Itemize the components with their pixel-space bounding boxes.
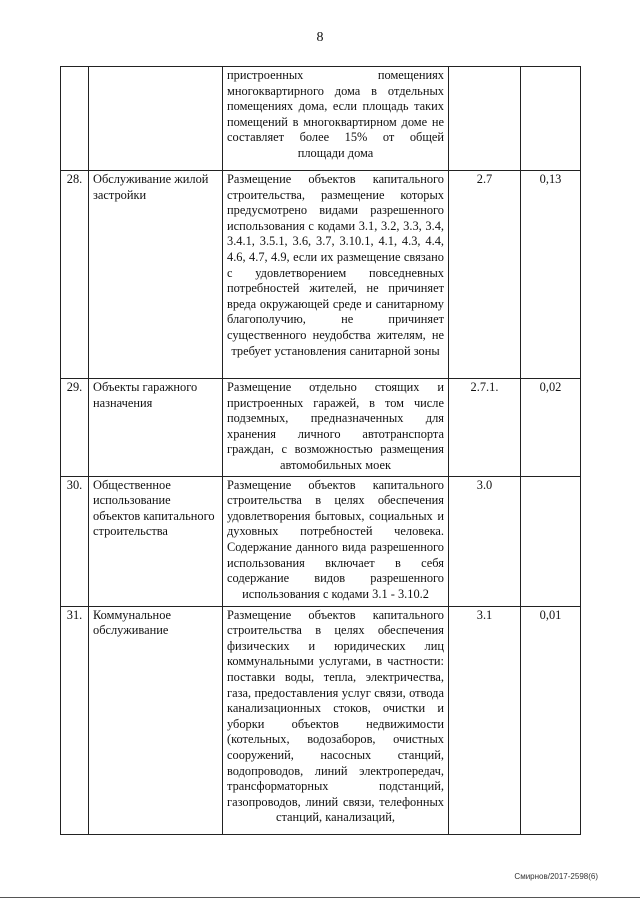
use-type-code: 2.7 xyxy=(449,171,521,379)
row-number: 29. xyxy=(61,379,89,477)
use-type-code: 3.0 xyxy=(449,476,521,606)
table-row xyxy=(61,171,581,379)
use-type-name: Обслуживание жилой застройки xyxy=(89,171,223,379)
use-type-name: Общественное использование объектов капитального строительства xyxy=(89,476,223,606)
row-number xyxy=(61,67,89,171)
coefficient-value: 0,01 xyxy=(521,606,581,834)
page-bottom-divider xyxy=(0,897,640,898)
page-number: 8 xyxy=(316,30,324,45)
coefficient-value: 0,02 xyxy=(521,379,581,477)
use-type-description: Размещение объектов капитального строительства в целях обеспечения удовлетворения бытовых, социальных и духовных потребностей человека. Содержание данного вида разрешенного использования включает в себя содержание видов разрешенного использования с кодами 3.1 - 3.10.2 xyxy=(223,476,449,606)
row-number: 31. xyxy=(61,606,89,834)
table-row xyxy=(61,476,581,606)
use-type-code xyxy=(449,67,521,171)
coefficient-value: 0,13 xyxy=(521,171,581,379)
use-type-description: Размещение объектов капитального строительства, размещение которых предусмотрено видами разрешенного использования с кодами 3.1, 3.2, 3.3, 3.4, 3.4.1, 3.5.1, 3.6, 3.7, 3.10.1, 4.1, 4.3, 4.4, 4.6, 4.7, 4.9, если их размещение связано с удовлетворением повседневных потребностей жителей, не причиняет вреда окружающей среде и санитарному благополучию, не причиняет существенного неудобства жителям, не требует установления санитарной зоны xyxy=(223,171,449,379)
use-type-code: 2.7.1. xyxy=(449,379,521,477)
table-row xyxy=(61,379,581,477)
land-use-table xyxy=(60,66,581,835)
row-number: 28. xyxy=(61,171,89,379)
row-number: 30. xyxy=(61,476,89,606)
table-row xyxy=(61,67,581,171)
use-type-code: 3.1 xyxy=(449,606,521,834)
use-type-name: Коммунальное обслуживание xyxy=(89,606,223,834)
use-type-name xyxy=(89,67,223,171)
use-type-description: Размещение объектов капитального строительства в целях обеспечения физических и юридических лиц коммунальными услугами, в частности: поставки воды, тепла, электричества, газа, предоставления услуг связи, отвода канализационных стоков, очистки и уборки объектов недвижимости (котельных, водозаборов, очистных сооружений, насосных станций, водопроводов, линий электропередач, трансформаторных подстанций, газопроводов, линий связи, телефонных станций, канализаций, xyxy=(223,606,449,834)
coefficient-value xyxy=(521,67,581,171)
use-type-name: Объекты гаражного назначения xyxy=(89,379,223,477)
coefficient-value xyxy=(521,476,581,606)
use-type-description: Размещение отдельно стоящих и пристроенных гаражей, в том числе подземных, предназначенных для хранения личного автотранспорта граждан, с возможностью размещения автомобильных моек xyxy=(223,379,449,477)
document-footer-code: Смирнов/2017-2598(6) xyxy=(514,872,598,881)
use-type-description: пристроенных помещениях многоквартирного дома в отдельных помещениях дома, если площадь таких помещений в многоквартирном доме не составляет более 15% от общей площади дома xyxy=(223,67,449,171)
table-row xyxy=(61,606,581,834)
